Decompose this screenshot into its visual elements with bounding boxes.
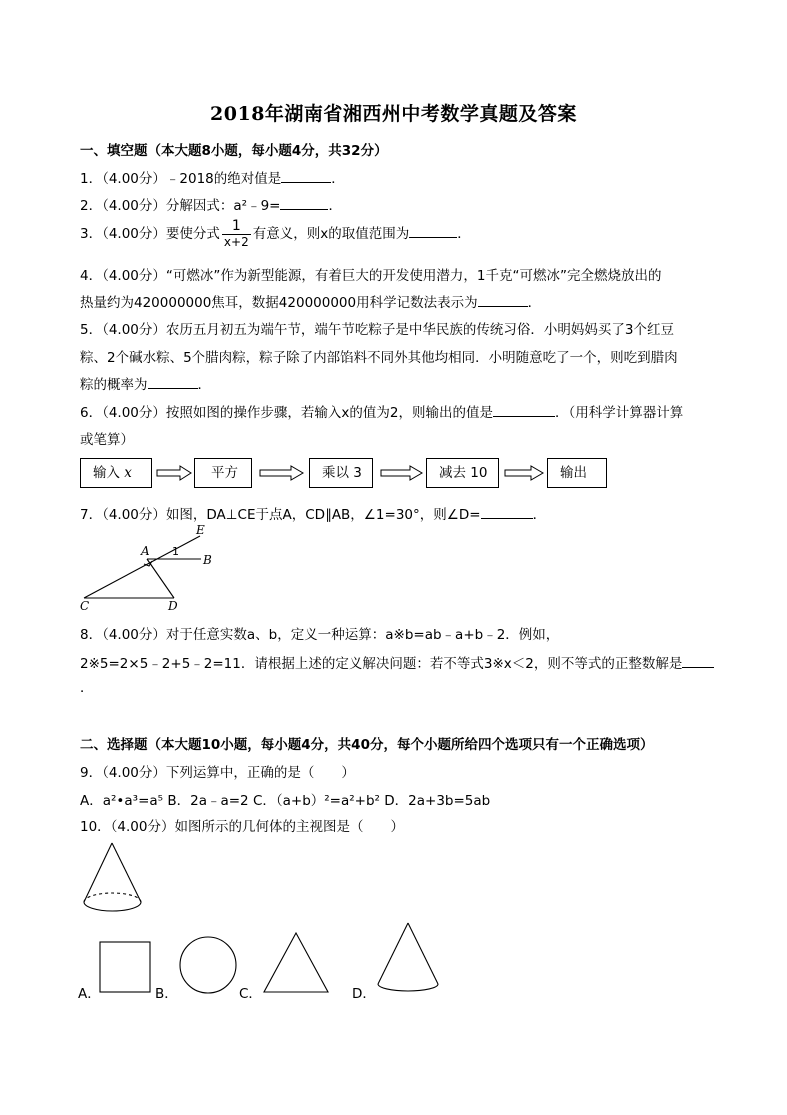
question-8-line-2 — [80, 652, 714, 672]
flow-output-box: 输出 — [547, 458, 607, 488]
question-8-line-3: ． — [80, 680, 94, 696]
question-7 — [80, 503, 546, 523]
question-1-end: ． — [331, 171, 345, 187]
option-B-circle — [177, 934, 239, 996]
label-E: E — [196, 523, 205, 537]
question-7-end: ． — [532, 507, 547, 523]
question-8-line-1: 8．（4.00分）对于任意实数a、b，定义一种运算：a※b=ab﹣a+b﹣2．例如， — [80, 627, 560, 643]
label-C: C — [80, 599, 90, 613]
flow-arrow-icon — [381, 466, 422, 480]
section-1-heading: 一、填空题（本大题8小题，每小题4分，共32分） — [80, 143, 388, 159]
answer-blank — [682, 653, 714, 668]
flow-step-subtract: 减去 10 — [426, 458, 499, 488]
question-2-text: 2．（4.00分）分解因式：a²﹣9= — [80, 198, 281, 214]
option-A-square — [98, 940, 154, 996]
option-B-label: B． — [155, 986, 178, 1002]
question-4-line-1: 4．（4.00分）“可燃冰”作为新型能源，有着巨大的开发使用潜力，1千克“可燃冰”完全燃烧放出的 — [80, 268, 662, 284]
question-5-line-2: 粽、2个碱水粽、5个腊肉粽，粽子除了内部馅料不同外其他均相同．小明随意吃了一个，则吃到腊肉 — [80, 350, 678, 366]
question-5-text: 粽的概率为 — [80, 377, 148, 393]
page-title: 2018年湖南省湘西州中考数学真题及答案 — [210, 103, 577, 125]
question-10-stem: 10．（4.00分）如图所示的几何体的主视图是（ ） — [80, 819, 404, 835]
option-D-label: D． — [352, 986, 376, 1002]
flow-arrows — [0, 0, 787, 500]
option-C-triangle — [260, 930, 332, 996]
flow-arrow-icon — [260, 466, 303, 480]
question-5-line-1: 5．（4.00分）农历五月初五为端午节，端午节吃粽子是中华民族的传统习俗．小明妈妈买了3个红豆 — [80, 322, 674, 338]
section-2-heading: 二、选择题（本大题10小题，每小题4分，共40分，每个小题所给四个选项只有一个正确选项） — [80, 737, 654, 753]
label-A: A — [141, 544, 150, 558]
option-A-label: A． — [78, 986, 101, 1002]
label-B: B — [203, 553, 212, 567]
answer-blank — [481, 504, 533, 519]
question-3-end: ． — [457, 226, 471, 242]
question-1-text: 1．（4.00分）﹣2018的绝对值是 — [80, 171, 282, 187]
question-6-text: 6．（4.00分）按照如图的操作步骤，若输入x的值为2，则输出的值是 — [80, 405, 493, 421]
question-9-options: A．a²•a³=a⁵ B．2a﹣a=2 C．（a+b）²=a²+b² D．2a+3b=5ab — [80, 793, 491, 809]
question-4-text: 热量约为420000000焦耳，数据420000000用科学记数法表示为 — [80, 295, 478, 311]
flow-input-label: 输入 — [93, 465, 120, 481]
line-AD — [147, 559, 174, 598]
question-8-text: 2※5=2×5﹣2+5﹣2=11．请根据上述的定义解决问题：若不等式3※x＜2，则不等式的正整数解是 — [80, 656, 683, 672]
question-6-end: ．（用科学计算器计算 — [554, 405, 684, 421]
question-3-text: 3．（4.00分）要使分式 — [80, 226, 220, 242]
fraction-numerator: 1 — [222, 218, 251, 235]
q7-geometry-figure — [70, 522, 230, 617]
question-2-end: ． — [328, 198, 342, 214]
flow-arrow-icon — [505, 466, 543, 480]
flow-arrow-icon — [157, 466, 191, 480]
fraction-denominator: x+2 — [223, 235, 249, 249]
question-9-stem: 9．（4.00分）下列运算中，正确的是（ ） — [80, 765, 355, 781]
flow-step-multiply: 乘以 3 — [309, 458, 373, 488]
label-angle-1: 1 — [172, 545, 179, 558]
option-D-cone-view — [374, 920, 444, 996]
question-5-end: ． — [197, 377, 211, 393]
flow-input-var: x — [124, 465, 132, 481]
cone-figure — [80, 840, 150, 920]
label-D: D — [168, 599, 178, 613]
question-4-end: ． — [527, 295, 542, 311]
question-6-line-2: 或笔算） — [80, 432, 134, 448]
option-C-label: C． — [239, 986, 262, 1002]
question-7-text: 7．（4.00分）如图，DA⊥CE于点A，CD∥AB，∠1=30°，则∠D= — [80, 507, 481, 523]
question-3-middle: 有意义，则x的取值范围为 — [252, 226, 410, 242]
flow-step-square: 平方 — [194, 458, 252, 488]
